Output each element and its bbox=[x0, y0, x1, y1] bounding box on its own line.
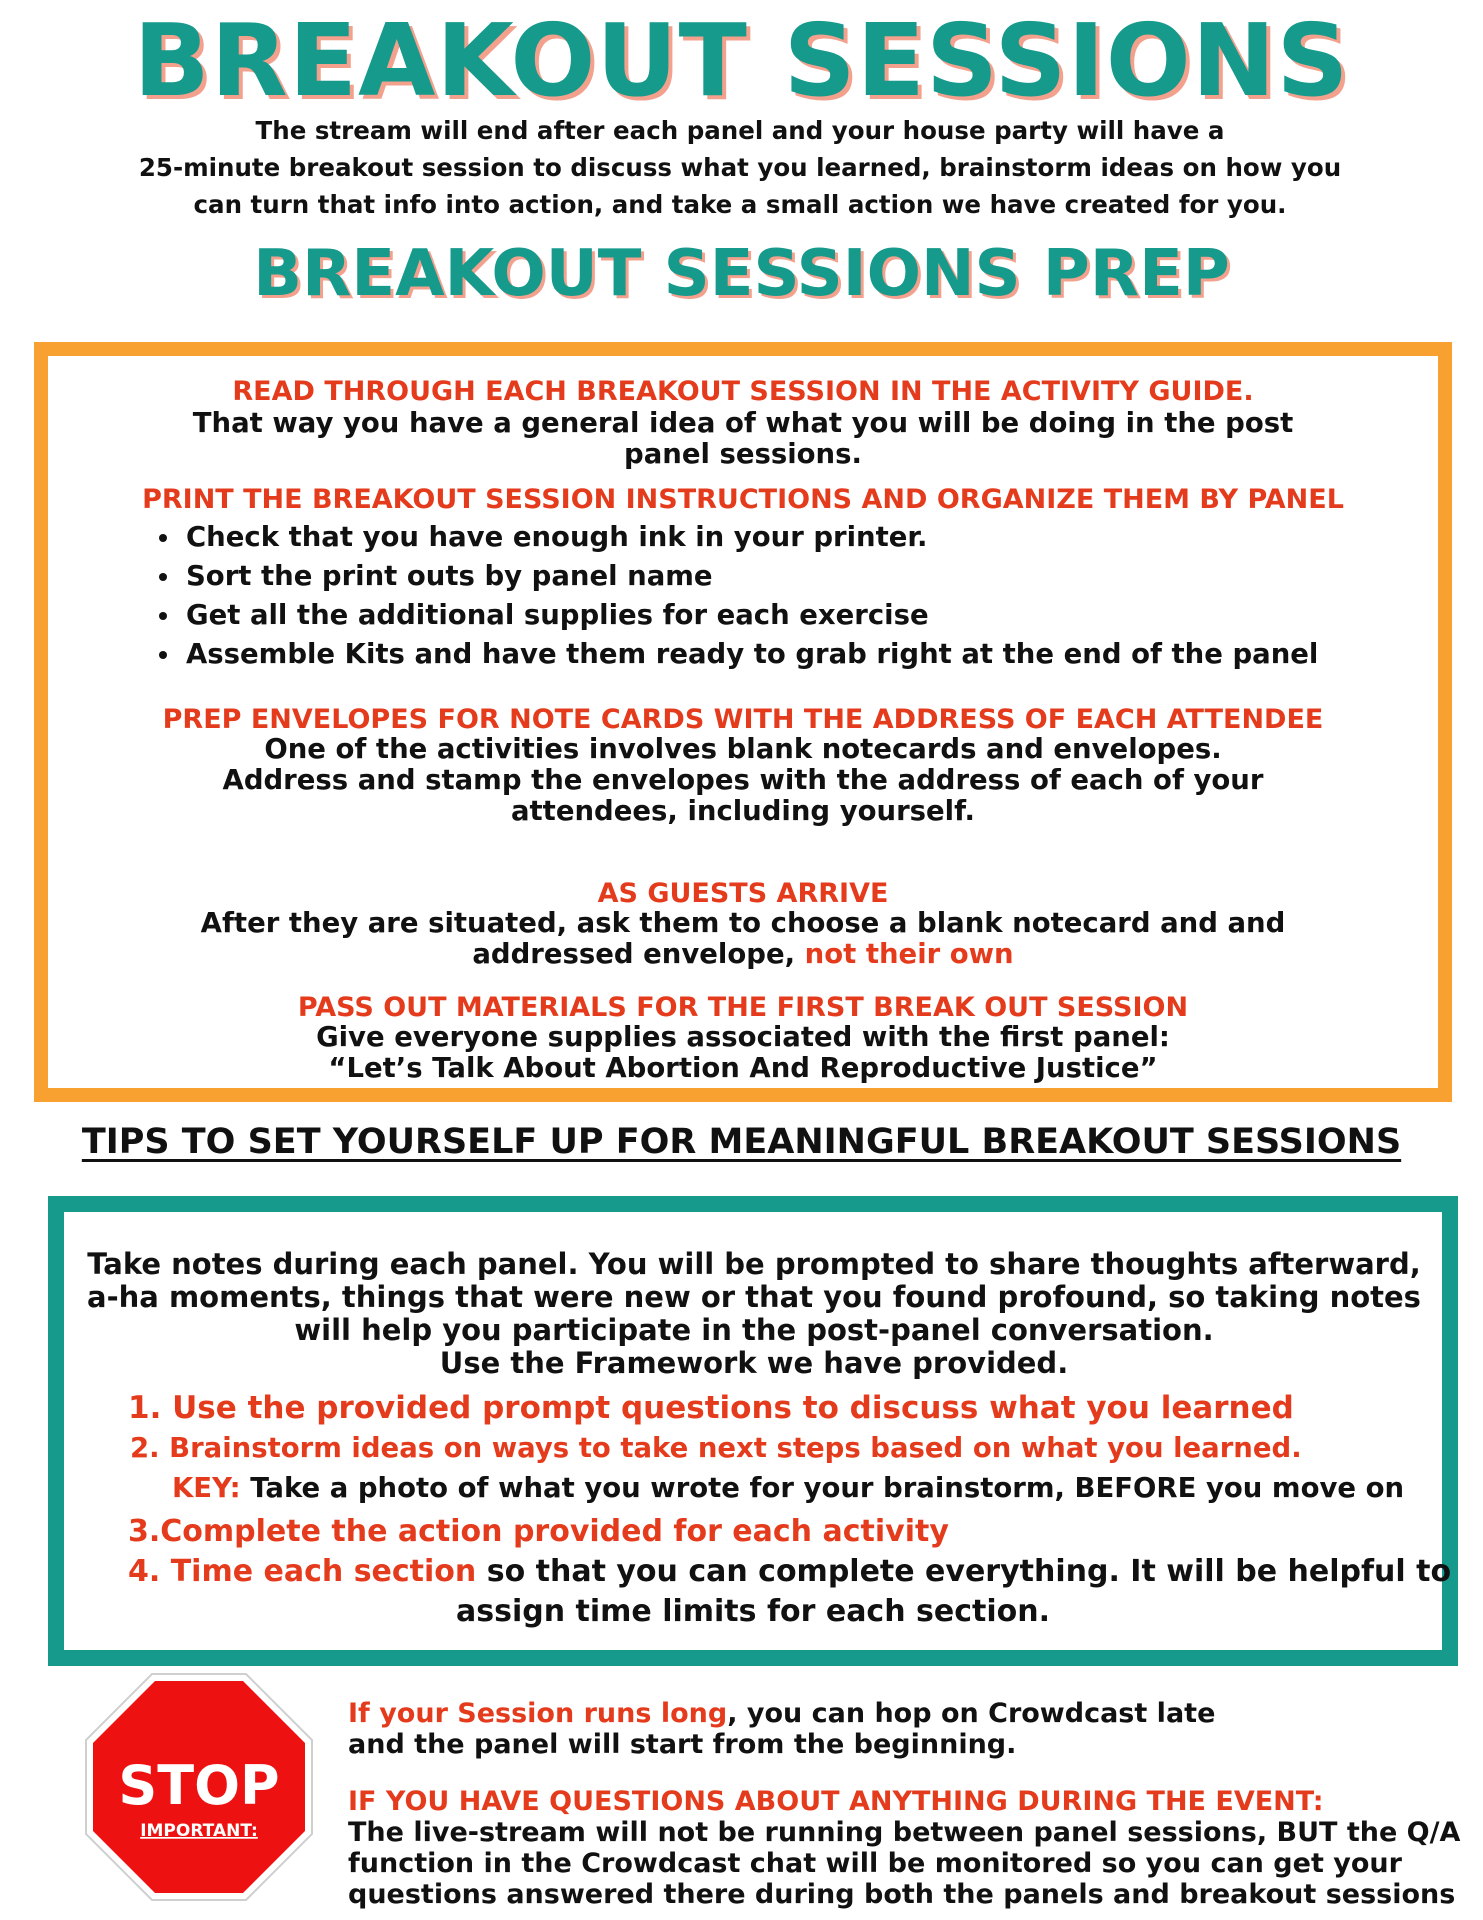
step-4 bbox=[128, 1554, 1451, 1589]
step-4-text: so that you can complete everything. It will be helpful to bbox=[476, 1554, 1452, 1589]
tips-box bbox=[48, 1196, 1458, 1666]
tips-intro bbox=[84, 1248, 1424, 1380]
materials-heading: PASS OUT MATERIALS FOR THE FIRST BREAK OUT SESSION bbox=[297, 992, 1189, 1023]
read-body: That way you have a general idea of what you will be doing in the post panel sessions. bbox=[192, 407, 1294, 470]
questions-line: questions answered there during both the panels and breakout sessions bbox=[348, 1879, 1456, 1910]
intro-line: The stream will end after each panel and your house party will have a bbox=[255, 116, 1225, 145]
step-4-label: 4. Time each section bbox=[128, 1554, 477, 1589]
guests-highlight: not their own bbox=[804, 938, 1014, 970]
intro-line: 25-minute breakout session to discuss what you learned, brainstorm ideas on how you bbox=[138, 153, 1342, 182]
read-heading: READ THROUGH EACH BREAKOUT SESSION IN THE ACTIVITY GUIDE. bbox=[232, 376, 1254, 407]
guests-text: After they are situated, ask them to choose a blank notecard and and addressed envelope, bbox=[200, 907, 1286, 970]
tips-intro-text: Take notes during each panel. You will be prompted to share thoughts afterward, a-ha moments, things that were new or that you found profound, so taking notes will help you participate in the post-panel conversation. bbox=[87, 1247, 1421, 1347]
step-4-continued: assign time limits for each section. bbox=[456, 1594, 1050, 1629]
stop-word: STOP bbox=[118, 1754, 280, 1817]
step-3: 3.Complete the action provided for each activity bbox=[128, 1514, 949, 1549]
stop-important: IMPORTANT: bbox=[140, 1821, 258, 1841]
prep-title: BREAKOUT SESSIONS PREP bbox=[253, 237, 1230, 311]
questions-line: The live-stream will not be running between panel sessions, BUT the Q/A bbox=[348, 1817, 1461, 1848]
list-item: • Sort the print outs by panel name bbox=[182, 557, 1318, 596]
key-note bbox=[172, 1472, 1404, 1504]
tips-title: TIPS TO SET YOURSELF UP FOR MEANINGFUL BREAKOUT SESSIONS bbox=[81, 1122, 1402, 1162]
tips-intro-last: Use the Framework we have provided. bbox=[439, 1346, 1069, 1380]
envelopes-heading: PREP ENVELOPES FOR NOTE CARDS WITH THE ADDRESS OF EACH ATTENDEE bbox=[162, 704, 1324, 735]
print-checklist bbox=[148, 518, 1318, 674]
late-text: , you can hop on Crowdcast late bbox=[727, 1698, 1216, 1729]
prep-box bbox=[34, 342, 1452, 1102]
envelopes-line: Address and stamp the envelopes with the address of each of your attendees, including yourself. bbox=[222, 764, 1264, 827]
key-text: Take a photo of what you wrote for your brainstorm, BEFORE you move on bbox=[240, 1472, 1405, 1504]
list-item: • Check that you have enough ink in your printer. bbox=[182, 518, 1318, 557]
materials-line: Give everyone supplies associated with the first panel: bbox=[316, 1021, 1170, 1053]
questions-note bbox=[348, 1786, 1460, 1910]
list-item: • Get all the additional supplies for each exercise bbox=[182, 596, 1318, 635]
late-line bbox=[348, 1698, 1215, 1729]
intro-line: can turn that info into action, and take a small action we have created for you. bbox=[193, 190, 1287, 219]
stop-sign-icon bbox=[84, 1672, 314, 1902]
questions-heading: IF YOU HAVE QUESTIONS ABOUT ANYTHING DURING THE EVENT: bbox=[348, 1786, 1324, 1817]
envelopes-line: One of the activities involves blank notecards and envelopes. bbox=[264, 733, 1222, 765]
late-note bbox=[348, 1698, 1215, 1760]
guests-heading: AS GUESTS ARRIVE bbox=[597, 878, 889, 909]
list-item: • Assemble Kits and have them ready to grab right at the end of the panel bbox=[182, 635, 1318, 674]
intro-text bbox=[120, 112, 1360, 223]
guests-body bbox=[128, 908, 1358, 970]
print-heading: PRINT THE BREAKOUT SESSION INSTRUCTIONS AND ORGANIZE THEM BY PANEL bbox=[142, 484, 1344, 515]
key-label: KEY: bbox=[172, 1472, 241, 1504]
late-highlight: If your Session runs long bbox=[348, 1698, 728, 1729]
late-line-2: and the panel will start from the beginning. bbox=[348, 1729, 1017, 1760]
page-title: BREAKOUT SESSIONS bbox=[133, 2, 1350, 119]
step-2: 2. Brainstorm ideas on ways to take next steps based on what you learned. bbox=[130, 1432, 1302, 1464]
step-1: 1. Use the provided prompt questions to discuss what you learned bbox=[128, 1390, 1294, 1426]
panel-name: “Let’s Talk About Abortion And Reproductive Justice” bbox=[328, 1052, 1158, 1084]
questions-line: function in the Crowdcast chat will be monitored so you can get your bbox=[348, 1848, 1402, 1879]
